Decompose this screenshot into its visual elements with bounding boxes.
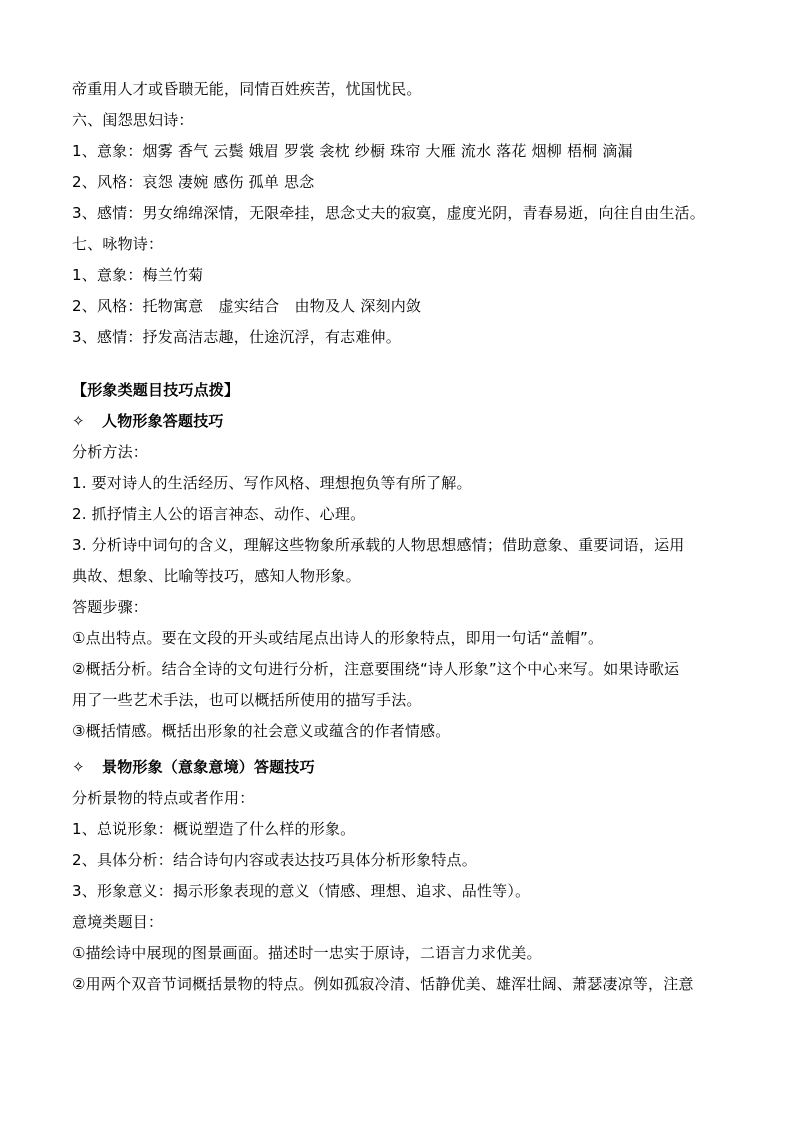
label-line: 答题步骤： bbox=[72, 598, 149, 616]
subsection-title: 景物形象（意象意境）答题技巧 bbox=[102, 758, 315, 776]
list-item: 2、具体分析：结合诗句内容或表达技巧具体分析形象特点。 bbox=[72, 851, 477, 869]
label-line: 分析方法： bbox=[72, 443, 149, 461]
list-item: ①描绘诗中展现的图景画面。描述时一忠实于原诗，二语言力求优美。 bbox=[72, 944, 542, 962]
spacer bbox=[72, 353, 732, 375]
text-line: 1、意象：梅兰竹菊 bbox=[72, 266, 204, 284]
list-item: 3. 分析诗中词句的含义，理解这些物象所承载的人物思想感情；借助意象、重要词语，运用 bbox=[72, 536, 685, 554]
subsection-title: 人物形象答题技巧 bbox=[102, 412, 224, 430]
label-line: 分析景物的特点或者作用： bbox=[72, 789, 255, 807]
diamond-bullet-icon: ✧ bbox=[72, 412, 85, 430]
diamond-bullet-icon: ✧ bbox=[72, 758, 85, 776]
label-line: 意境类题目： bbox=[72, 913, 164, 931]
list-item: ①点出特点。要在文段的开头或结尾点出诗人的形象特点，即用一句话“盖帽”。 bbox=[72, 629, 604, 647]
text-line: 3、感情：男女绵绵深情，无限牵挂，思念丈夫的寂寞，虚度光阴，青春易逝，向往自由生活。 bbox=[72, 204, 705, 222]
list-item-continuation: 用了一些艺术手法，也可以概括所使用的描写手法。 bbox=[72, 691, 422, 709]
subsection-heading-scenery bbox=[72, 752, 732, 783]
list-item: 1、总说形象：概说塑造了什么样的形象。 bbox=[72, 820, 356, 838]
text-line: 3、感情：抒发高洁志趣，仕途沉浮，有志难伸。 bbox=[72, 328, 401, 346]
list-item: 2. 抓抒情主人公的语言神态、动作、心理。 bbox=[72, 505, 366, 523]
category-heading: 七、咏物诗： bbox=[72, 235, 164, 253]
list-item: 1. 要对诗人的生活经历、写作风格、理想抱负等有所了解。 bbox=[72, 474, 472, 492]
subsection-heading-character bbox=[72, 406, 732, 437]
text-line: 帝重用人才或昏聩无能，同情百姓疾苦，忧国忧民。 bbox=[72, 80, 422, 98]
text-line: 1、意象：烟雾 香气 云鬓 娥眉 罗裳 衾枕 纱橱 珠帘 大雁 流水 落花 烟柳 梧桐 滴漏 bbox=[72, 142, 633, 160]
section-heading: 【形象类题目技巧点拨】 bbox=[72, 381, 240, 399]
category-heading: 六、闺怨思妇诗： bbox=[72, 111, 194, 129]
list-item: ②概括分析。结合全诗的文句进行分析，注意要围绕“诗人形象”这个中心来写。如果诗歌运 bbox=[72, 660, 680, 678]
list-item-continuation: 典故、想象、比喻等技巧，感知人物形象。 bbox=[72, 567, 361, 585]
document-page bbox=[72, 74, 732, 1000]
list-item: ②用两个双音节词概括景物的特点。例如孤寂冷清、恬静优美、雄浑壮阔、萧瑟凄凉等，注意 bbox=[72, 975, 694, 993]
text-line: 2、风格：哀怨 凄婉 感伤 孤单 思念 bbox=[72, 173, 315, 191]
text-line: 2、风格：托物寓意 虚实结合 由物及人 深刻内敛 bbox=[72, 297, 422, 315]
list-item: 3、形象意义：揭示形象表现的意义（情感、理想、追求、品性等）。 bbox=[72, 882, 531, 900]
list-item: ③概括情感。概括出形象的社会意义或蕴含的作者情感。 bbox=[72, 722, 451, 740]
